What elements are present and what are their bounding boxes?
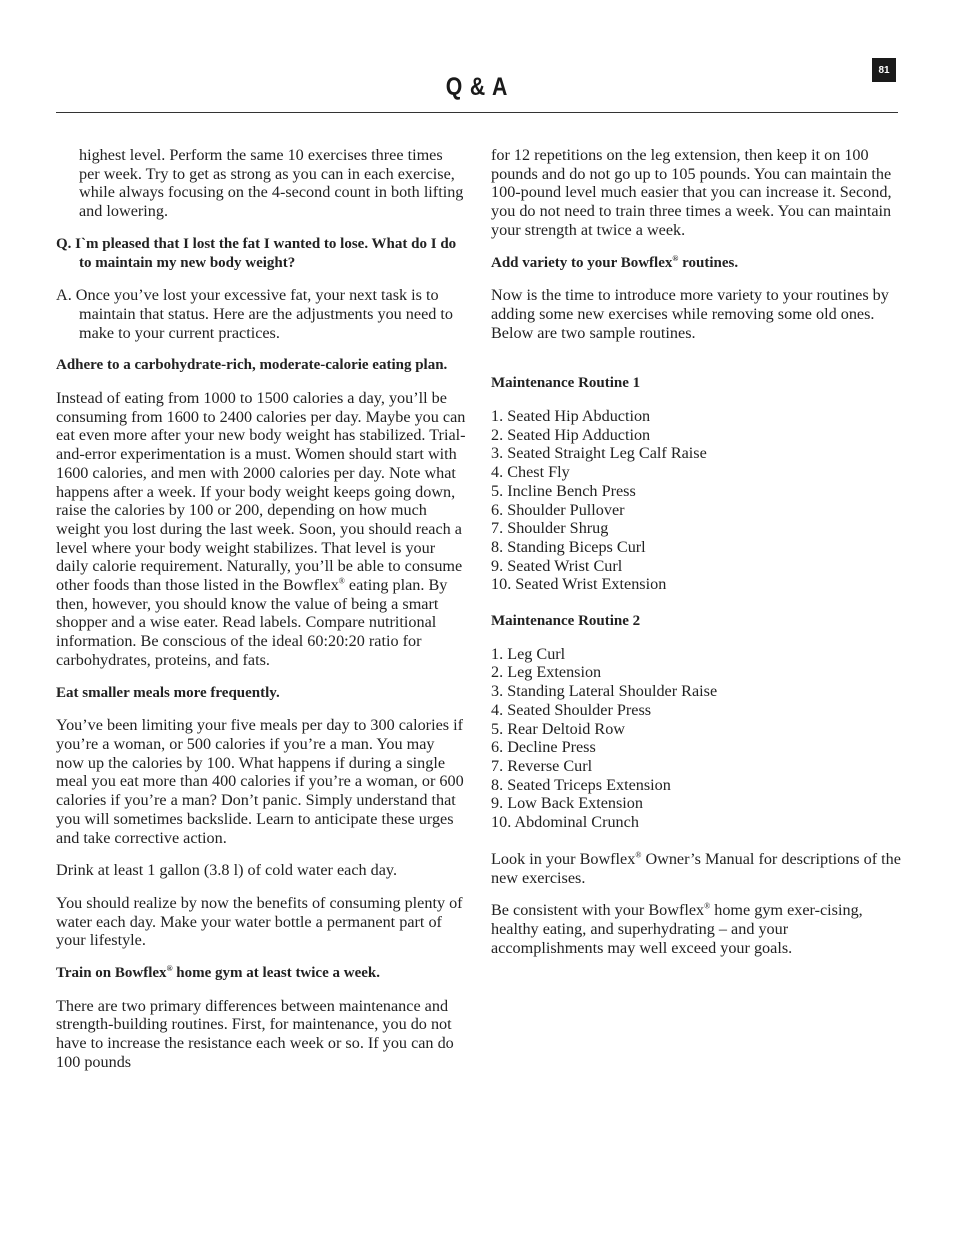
- list-item: 8. Seated Triceps Extension: [491, 775, 671, 794]
- paragraph-continuation-right: for 12 repetitions on the leg extension, then keep it on 100 pounds and do not go up to 105 pounds. You can maintain the 100-pound level much easier that you can increase it. Second, you do not need to train three times a week. You can maintain your strength at twice a week.: [491, 146, 892, 239]
- list-item: 6. Decline Press: [491, 738, 596, 757]
- paragraph-continuation: highest level. Perform the same 10 exercises three times per week. Try to get as strong as you can in each exercise, while always focusing on the 4-second count in both lifting and lowering.: [79, 146, 464, 221]
- routine2-list: [491, 645, 901, 832]
- list-item: 1. Leg Curl: [491, 644, 566, 663]
- paragraph-calories: Instead of eating from 1000 to 1500 calories a day, you’ll be consuming from 1600 to 2400 calories per day. Maybe you can eat even more after your new body weight has stabilized. Trial-and-error experimentation is a must. Women should start with 1600 calories, and men with 2000 calories per day. Note what happens after a week. If your body weight keeps going down, raise the calories by 100 or 200, depending on how much weight you lost during the last week. Soon, you should reach a level where your body weight stabilizes. That level is your daily calorie requirement. Naturally, you’ll be able to consume other foods than those listed in the Bowflex® eating plan. By then, however, you should know the value of being a smart shopper and a wise eater. Read labels. Compare nutritional information. Be conscious of the ideal 60:20:20 ratio for carbohydrates, proteins, and fats.: [56, 389, 466, 669]
- list-item: 2. Seated Hip Adduction: [491, 425, 651, 444]
- paragraph-differences: There are two primary differences between maintenance and strength-building routines. First, for maintenance, you do not have to increase the resistance each week or so. If you can do 100 pounds: [56, 996, 454, 1071]
- list-item: 8. Standing Biceps Curl: [491, 537, 646, 556]
- routine1-list: [491, 407, 901, 594]
- heading-train: Train on Bowflex® home gym at least twice a week.: [56, 964, 380, 982]
- routine2-title: Maintenance Routine 2: [491, 613, 641, 630]
- list-item: 9. Low Back Extension: [491, 794, 643, 813]
- paragraph-consistent: Be consistent with your Bowflex® home gym exer-cising, healthy eating, and superhydrating – and your accomplishments may well exceed your goals.: [491, 901, 863, 957]
- list-item: 9. Seated Wrist Curl: [491, 556, 623, 575]
- paragraph-water-heading: Drink at least 1 gallon (3.8 l) of cold water each day.: [56, 861, 398, 880]
- list-item: 7. Reverse Curl: [491, 756, 593, 775]
- page-number: 81: [872, 58, 896, 82]
- paragraph-meals: You’ve been limiting your five meals per day to 300 calories if you’re a woman, or 500 calories if you’re a man. You may now up the calories by 100. What happens if during a single meal you eat more than 400 calories if you’re a woman, or 600 calories if you’re a man? Don’t panic. Simply understand that you will sometimes backslide. Learn to anticipate these urges and take corrective action.: [56, 716, 464, 847]
- spacer: [491, 356, 901, 374]
- heading-eating-plan: Adhere to a carbohydrate-rich, moderate-calorie eating plan.: [56, 357, 448, 374]
- list-item: 3. Standing Lateral Shoulder Raise: [491, 682, 718, 701]
- list-item: 10. Abdominal Crunch: [491, 813, 639, 832]
- paragraph-variety: Now is the time to introduce more variety to your routines by adding some new exercises while removing some old ones. Below are two sample routines.: [491, 286, 889, 342]
- left-column: [56, 146, 466, 1086]
- question: Q. I`m pleased that I lost the fat I wanted to lose. What do I do to maintain my new body weight?: [56, 235, 457, 271]
- list-item: 5. Incline Bench Press: [491, 481, 636, 500]
- list-item: 1. Seated Hip Abduction: [491, 407, 651, 426]
- list-item: 10. Seated Wrist Extension: [491, 575, 667, 594]
- right-column: [491, 146, 901, 971]
- list-item: 6. Shoulder Pullover: [491, 500, 625, 519]
- list-item: 4. Seated Shoulder Press: [491, 700, 652, 719]
- heading-smaller-meals: Eat smaller meals more frequently.: [56, 684, 280, 701]
- routine1-title: Maintenance Routine 1: [491, 375, 641, 392]
- list-item: 3. Seated Straight Leg Calf Raise: [491, 444, 707, 463]
- list-item: 2. Leg Extension: [491, 663, 602, 682]
- list-item: 4. Chest Fly: [491, 463, 570, 482]
- heading-variety: Add variety to your Bowflex® routines.: [491, 253, 739, 271]
- page-title: Q & A: [445, 73, 509, 101]
- header-divider: [56, 112, 898, 113]
- paragraph-owners-manual: Look in your Bowflex® Owner’s Manual for descriptions of the new exercises.: [491, 849, 901, 887]
- answer: A. Once you’ve lost your excessive fat, your next task is to maintain that status. Here are the adjustments you need to make to your current practices.: [56, 286, 454, 342]
- list-item: 5. Rear Deltoid Row: [491, 719, 625, 738]
- list-item: 7. Shoulder Shrug: [491, 519, 609, 538]
- paragraph-water: You should realize by now the benefits of consuming plenty of water each day. Make your water bottle a permanent part of your lifestyle.: [56, 893, 463, 950]
